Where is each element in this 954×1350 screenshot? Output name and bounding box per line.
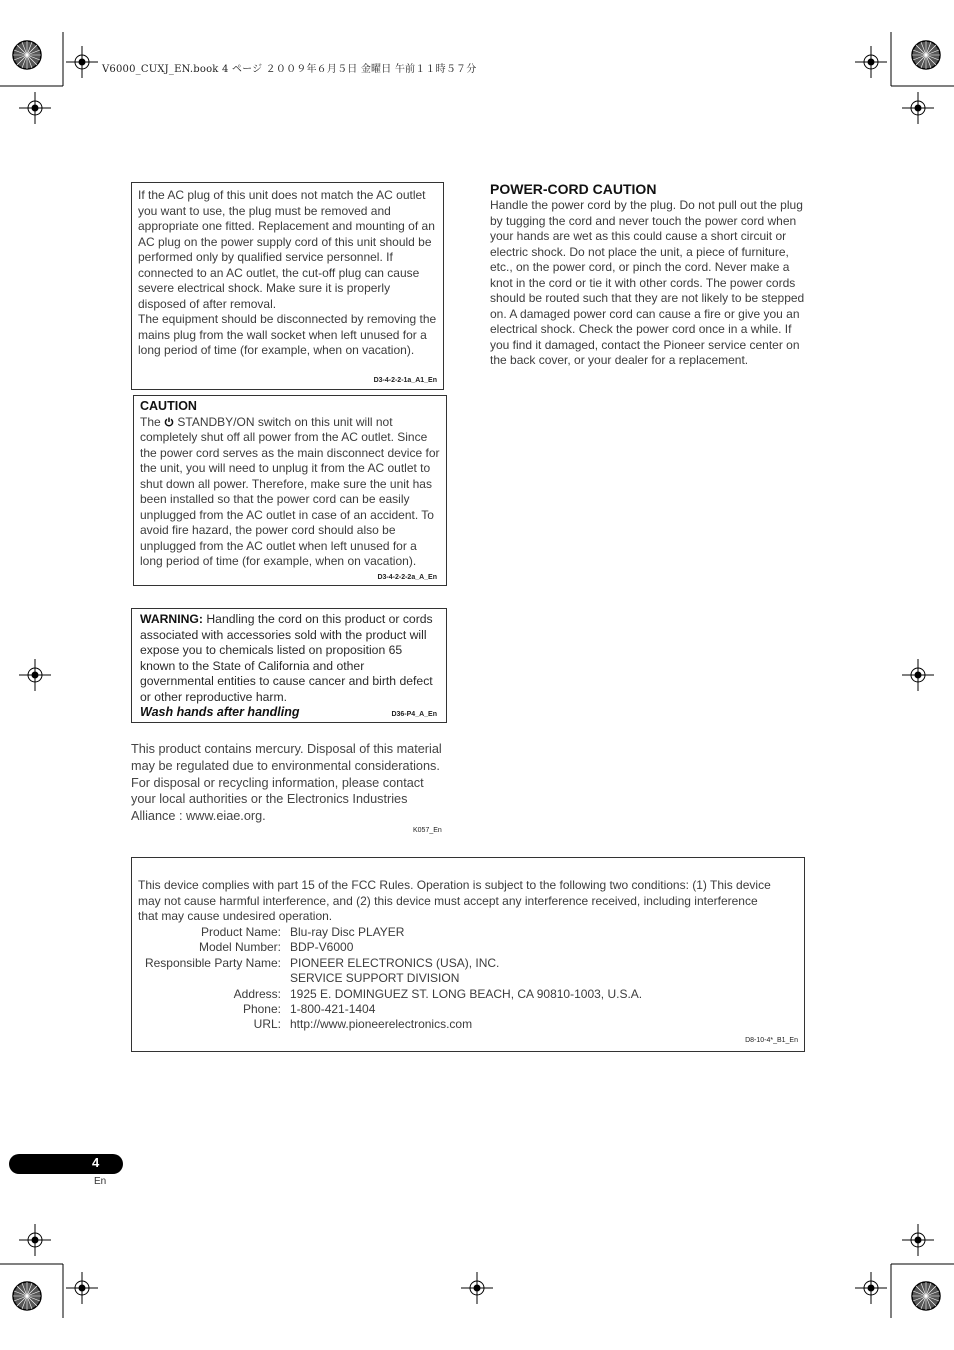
fcc-compliance-box: [131, 857, 805, 1052]
fcc-row: SERVICE SUPPORT DIVISION: [290, 971, 460, 986]
caution-heading: CAUTION: [140, 399, 197, 413]
prop65-warning-box: [131, 608, 447, 723]
doc-code: K057_En: [413, 827, 442, 834]
doc-code: D3-4-2-2-1a_A1_En: [373, 377, 437, 384]
fcc-row: Phone: 1-800-421-1404: [242, 1002, 376, 1017]
disconnect-paragraph: The equipment should be disconnected by removing the mains plug from the wall socket when left unused for a long period of time (for example, when on vacation).: [138, 312, 437, 357]
page-number-tab: [9, 1154, 123, 1174]
doc-code: D3-4-2-2-2a_A_En: [377, 574, 437, 581]
fcc-row: Product Name: Blu-ray Disc PLAYER: [200, 925, 405, 939]
caution-box: [133, 395, 447, 586]
warning-text: WARNING: Handling the cord on this product or cords associated with accessories sold with the product will expose you to chemicals listed on proposition 65 known to the State of California and other governmental entities to cause cancer and birth defect or other reproductive harm.: [140, 612, 433, 704]
fcc-row: URL: http://www.pioneerelectronics.com: [253, 1017, 473, 1032]
fcc-row: Model Number: BDP-V6000: [198, 940, 354, 955]
print-header: V6000_CUXJ_EN.book 4 ページ ２００９年６月５日 金曜日 午前１１時５７分: [102, 64, 477, 75]
warning-label: WARNING:: [140, 612, 203, 626]
page-number: 4: [92, 1155, 100, 1170]
fcc-row: Responsible Party Name: PIONEER ELECTRONICS (USA), INC.: [144, 955, 500, 970]
power-cord-title: POWER-CORD CAUTION: [490, 181, 657, 197]
fcc-info-table: [139, 925, 642, 1033]
power-cord-text: Handle the power cord by the plug. Do not pull out the plug by tugging the cord and never touch the power cord when your hands are wet as this could cause a short circuit or electric shock. Do not place the unit, a piece of furniture, etc., on the power cord, or pinch the cord. Never make a knot in the cord or tie it with other cords. The power cords should be routed such that they are not likely to be stepped on. A damaged power cord can cause a fire or give you an electrical shock. Check the power cord once in a while. If you find it damaged, contact the Pioneer service center on the back cover, or your dealer for a replacement.: [490, 198, 805, 367]
doc-code: D8-10-4*_B1_En: [745, 1037, 798, 1044]
fcc-row: Address: 1925 E. DOMINGUEZ ST. LONG BEACH, CA 90810-1003, U.S.A.: [233, 986, 643, 1001]
doc-code: D36-P4_A_En: [391, 711, 437, 718]
caution-text: The STANDBY/ON switch on this unit will not completely shut off all power from the AC outlet. Since the power cord serves as the main disconnect device for the unit, you will need to unplug it from the AC outlet to shut down all power. Therefore, make sure the unit has been installed so that the power cord can be easily unplugged from the AC outlet in case of an accident. To avoid fire hazard, the power cord should also be unplugged from the AC outlet when left unused for a long period of time (for example, when on vacation).: [140, 414, 440, 568]
fcc-statement: This device complies with part 15 of the FCC Rules. Operation is subject to the following two conditions: (1) This device may not cause harmful interference, and (2) this device must accept any interference received, including interference that may cause undesired operation.: [138, 878, 771, 924]
mercury-notice: This product contains mercury. Disposal of this material may be regulated due to environmental considerations. For disposal or recycling information, please contact your local authorities or the Electronics Industries Alliance : www.eiae.org.: [131, 742, 442, 824]
power-standby-icon: [164, 417, 174, 427]
ac-plug-notice-box: [131, 182, 444, 390]
language-label: En: [94, 1176, 107, 1187]
ac-plug-paragraph: If the AC plug of this unit does not match the AC outlet you want to use, the plug must be removed and appropriate one fitted. Replacement and mounting of an AC plug on the power supply cord of this unit should be performed only by qualified service personnel. If connected to an AC outlet, the cut-off plug can cause severe electrical shock. Make sure it is properly disposed of after removal.: [138, 188, 435, 311]
wash-hands-footer: Wash hands after handling: [140, 705, 300, 719]
power-cord-section: [490, 181, 808, 369]
